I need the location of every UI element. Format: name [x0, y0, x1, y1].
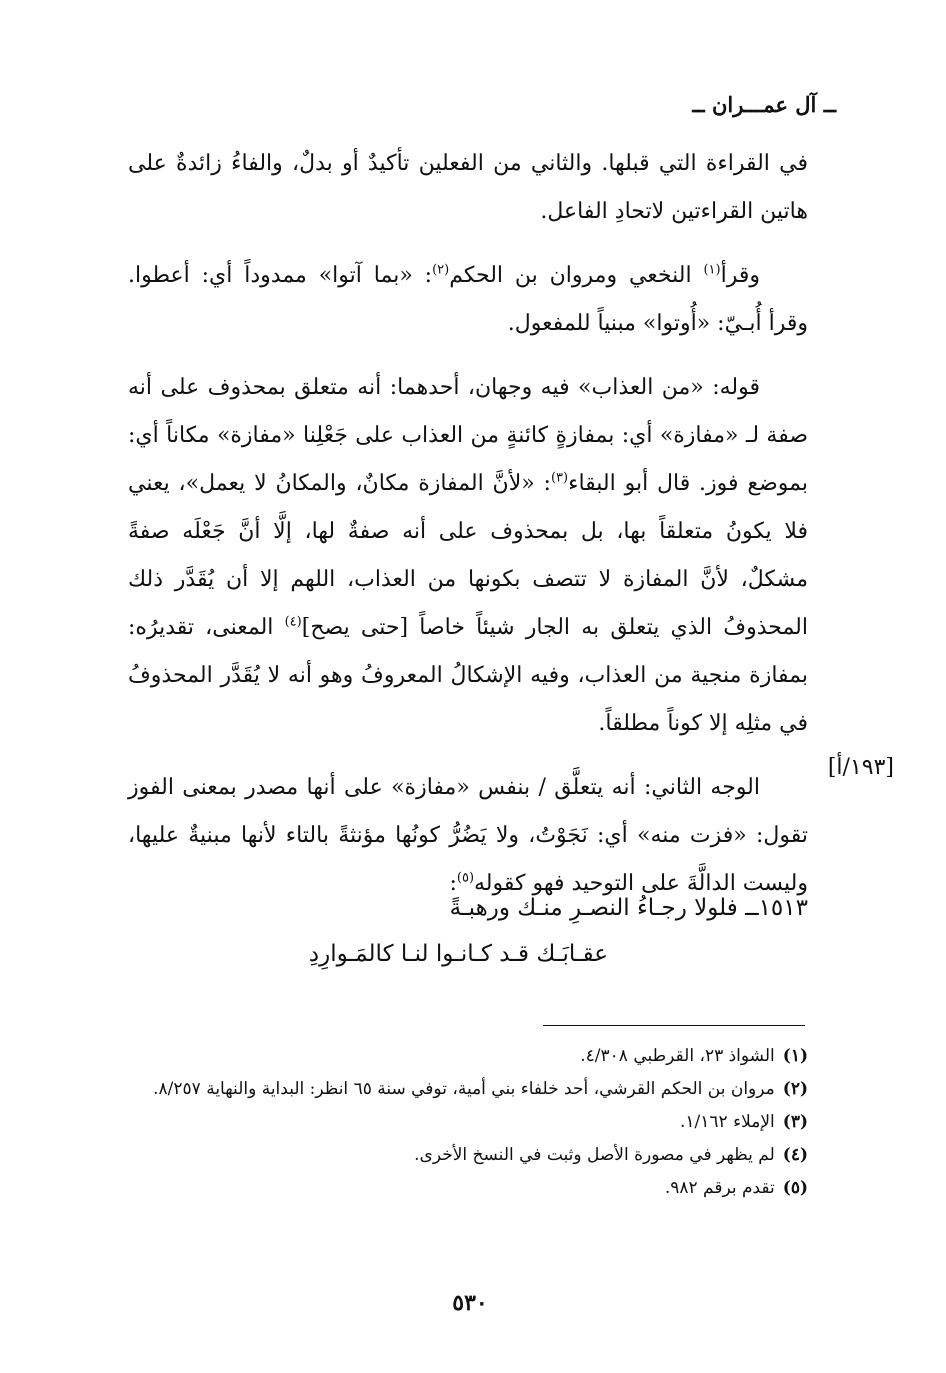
footnote-text: مروان بن الحكم القرشي، أحد خلفاء بني أمية، توفي سنة ٦٥ انظر: البداية والنهاية ٨/٢٥٧. [153, 1079, 775, 1099]
paragraph-4 [128, 764, 808, 908]
paragraph-2-part-b: النخعي ومروان بن الحكم [449, 263, 704, 288]
footnote-number: (٥) [782, 1178, 808, 1198]
verse-line-1: ١٥١٣ــ فلولا رجـاءُ النصـرِ منـك ورهبـةً [449, 895, 808, 921]
paragraph-3-part-c: المعنى، تقديرُه: بمفازة منجية من العذاب، وفيه الإشكالُ المعروفُ وهو أنه لا يُقَدَّر المحذوفُ في مثلِه إلا كوناً مطلقاً. [128, 615, 808, 736]
footnote-number: (٤) [782, 1145, 808, 1165]
footnote-number: (٣) [782, 1112, 808, 1132]
paragraph-3-part-b: : «لأنَّ المفازة مكانٌ، والمكانُ لا يعمل»، يعني فلا يكونُ متعلقاً بها، بل بمحذوف على أنه صفةٌ لها، إلَّا أنَّ جَعْلَه صفةً مشكلٌ، لأنَّ المفازة لا تتصف بكونها من العذاب، اللهم إلا أن يُقَدَّر ذلك المحذوفُ الذي يتعلق به الجار شيئاً خاصاً [حتى يصح] [128, 471, 808, 640]
footnote-text: تقدم برقم ٩٨٢. [664, 1178, 775, 1198]
footnote-ref-2: (٢) [432, 262, 450, 278]
paragraph-2 [128, 252, 808, 348]
paragraph-4-part-b: : [449, 871, 457, 896]
running-header: ــ آل عمـــران ــ [692, 92, 836, 117]
footnote-ref-4: (٤) [284, 614, 302, 630]
footnote-ref-3: (٣) [550, 470, 569, 486]
footnote-number: (٢) [782, 1079, 808, 1099]
paragraph-2-part-c: : «بما آتوا» ممدوداً أي: أعطوا. وقرأ أُبـيّ: «أُوتوا» مبنياً للمفعول. [128, 263, 808, 336]
footnote-4 [128, 1139, 808, 1172]
footnote-number: (١) [782, 1046, 808, 1066]
main-text [128, 140, 808, 924]
manuscript-folio-marker: [١٩٣/أ] [827, 755, 894, 780]
paragraph-4-part-a: الوجه الثاني: أنه يتعلَّق / بنفس «مفازة» على أنها مصدر بمعنى الفوز تقول: «فزت منه» أي: نَجَوْتُ، ولا يَضُرُّ كونُها مؤنثةً بالتاء لأنها مبنيةٌ عليها، وليست الدالَّةَ على التوحيد فهو كقوله [128, 775, 808, 896]
footnote-ref-1: (١) [703, 262, 721, 278]
footnote-text: الإملاء ١/١٦٢. [680, 1112, 775, 1132]
footnote-2 [128, 1073, 808, 1106]
footnote-text: لم يظهر في مصورة الأصل وثبت في النسخ الأخرى. [414, 1145, 775, 1165]
footnote-1 [128, 1040, 808, 1073]
verse-line-2: عقـابَـك قـد كـانـوا لنـا كالمَـوارِدِ [308, 941, 608, 967]
footnote-ref-5: (٥) [456, 870, 475, 886]
footnote-text: الشواذ ٢٣، القرطبي ٤/٣٠٨. [580, 1046, 775, 1066]
paragraph-2-part-a: وقرأ [720, 263, 761, 288]
page-number: ٥٣٠ [452, 1290, 488, 1316]
paragraph-1: في القراءة التي قبلها. والثاني من الفعلين تأكيدٌ أو بدلٌ، والفاءُ زائدةٌ على هاتين القراءتين لاتحادِ الفاعل. [128, 151, 808, 224]
footnote-5 [128, 1172, 808, 1205]
paragraph-3-part-a: قوله: «من العذاب» فيه وجهان، أحدهما: أنه متعلق بمحذوف على أنه صفة لـ «مفازة» أي: بمفازةٍ كائنةٍ من العذاب على جَعْلِنا «مفازة» مكاناً أي: بموضع فوز. قال أبو البقاء [128, 375, 808, 496]
footnotes [128, 1040, 808, 1205]
paragraph-3 [128, 364, 808, 748]
footnote-separator [543, 1025, 805, 1026]
footnote-3 [128, 1106, 808, 1139]
